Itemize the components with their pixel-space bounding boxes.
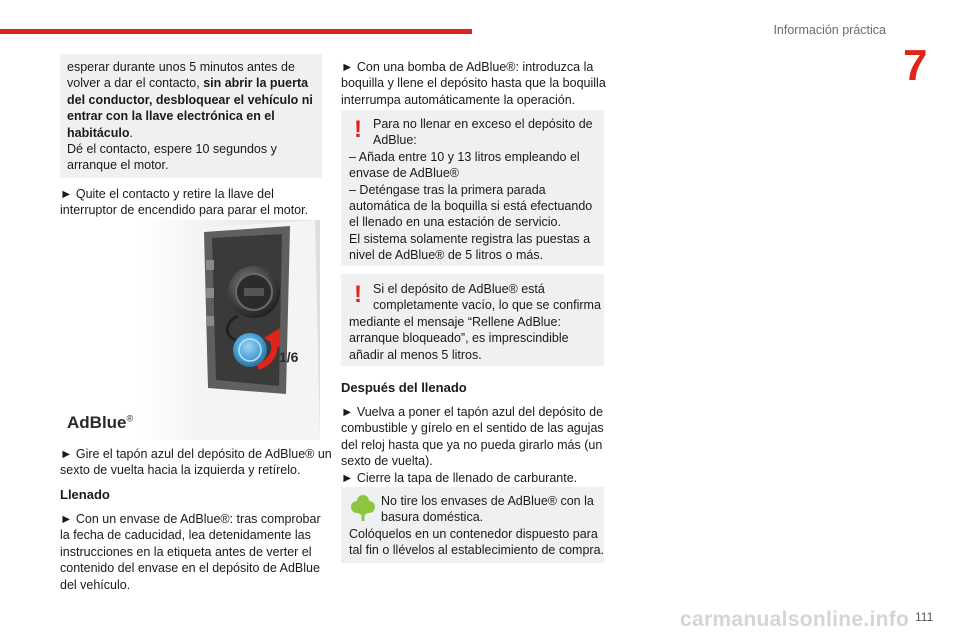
info-box-line: arranque el motor.	[67, 158, 169, 173]
photo-fraction-label: 1/6	[279, 349, 299, 365]
warning-text: – Deténgase tras la primera parada	[349, 182, 546, 197]
eco-text: No tire los envases de AdBlue® con la	[381, 494, 594, 508]
section-title: Información práctica	[773, 23, 886, 37]
info-box-line: entrar con la llave electrónica en el	[67, 109, 275, 124]
tree-icon	[350, 494, 376, 522]
photo-brand-label: AdBlue®	[67, 413, 134, 432]
warning-text: automática de la boquilla si está efectuando	[349, 199, 593, 213]
info-box-line: esperar durante unos 5 minutos antes de	[67, 60, 295, 74]
step-text: interruptor de encendido para parar el motor.	[60, 203, 309, 218]
step-text: contenido del envase en el depósito de AdBlue	[60, 561, 320, 576]
step-text: ► Cierre la tapa de llenado de carburante.	[341, 470, 578, 485]
step-text: sexto de vuelta).	[341, 454, 433, 469]
warning-text: nivel de AdBlue® de 5 litros o más.	[349, 248, 544, 263]
step-text: boquilla y llene el depósito hasta que la boquilla	[341, 76, 606, 91]
warning-text: Si el depósito de AdBlue® está	[373, 282, 545, 296]
eco-text: Colóquelos en un contenedor dispuesto para	[349, 526, 598, 541]
step-text: del reloj hasta que ya no pueda girarlo más (un	[341, 437, 603, 452]
page-number: 111	[915, 610, 934, 624]
heading-fill: Llenado	[60, 487, 110, 502]
info-box-line: del conductor, desbloquear el vehículo ni	[67, 92, 313, 107]
eco-text: basura doméstica.	[381, 510, 484, 525]
warning-text: – Añada entre 10 y 13 litros empleando el	[349, 149, 580, 164]
warning-text: completamente vacío, lo que se confirma	[373, 298, 601, 313]
warning-text: envase de AdBlue®	[349, 166, 459, 181]
step-text: interrumpa automáticamente la operación.	[341, 92, 576, 107]
warning-text: mediante el mensaje “Rellene AdBlue:	[349, 314, 561, 329]
step-text: ► Vuelva a poner el tapón azul del depósito de	[341, 405, 604, 419]
info-box-line: volver a dar el contacto, sin abrir la puerta	[67, 76, 309, 91]
step-text: combustible y gírelo en el sentido de las agujas	[341, 421, 604, 436]
warning-text: El sistema solamente registra las puestas a	[349, 231, 591, 246]
warning-text: arranque bloqueado”, es imprescindible	[349, 331, 569, 346]
warning-icon: !	[354, 116, 362, 143]
step-text: ► Gire el tapón azul del depósito de AdBlue® un	[60, 447, 332, 461]
step-text: ► Con un envase de AdBlue®: tras comprobar	[60, 512, 321, 526]
step-text: sexto de vuelta hacia la izquierda y retírelo.	[60, 463, 301, 478]
adblue-filler-photo	[140, 220, 320, 440]
warning-text: el llenado en una estación de servicio.	[349, 215, 561, 230]
info-box-line: Dé el contacto, espere 10 segundos y	[67, 142, 277, 156]
warning-text: añadir al menos 5 litros.	[349, 347, 482, 362]
step-text: del vehículo.	[60, 577, 131, 592]
step-text: ► Quite el contacto y retire la llave del	[60, 187, 274, 201]
warning-icon: !	[354, 281, 362, 308]
chapter-number: 7	[903, 41, 928, 90]
info-box-line: habitáculo.	[67, 125, 133, 140]
step-text: instrucciones en la etiqueta antes de verter el	[60, 544, 312, 559]
heading-after-filling: Después del llenado	[341, 380, 467, 395]
step-text: ► Con una bomba de AdBlue®: introduzca la	[341, 60, 594, 74]
watermark: carmanualsonline.info	[680, 608, 910, 631]
warning-text: AdBlue:	[373, 133, 417, 148]
step-text: la fecha de caducidad, lea detenidamente las	[60, 528, 311, 543]
eco-text: tal fin o llévelos al establecimiento de compra.	[349, 543, 604, 558]
warning-text: Para no llenar en exceso el depósito de	[373, 117, 593, 131]
header-accent-bar	[0, 29, 472, 34]
